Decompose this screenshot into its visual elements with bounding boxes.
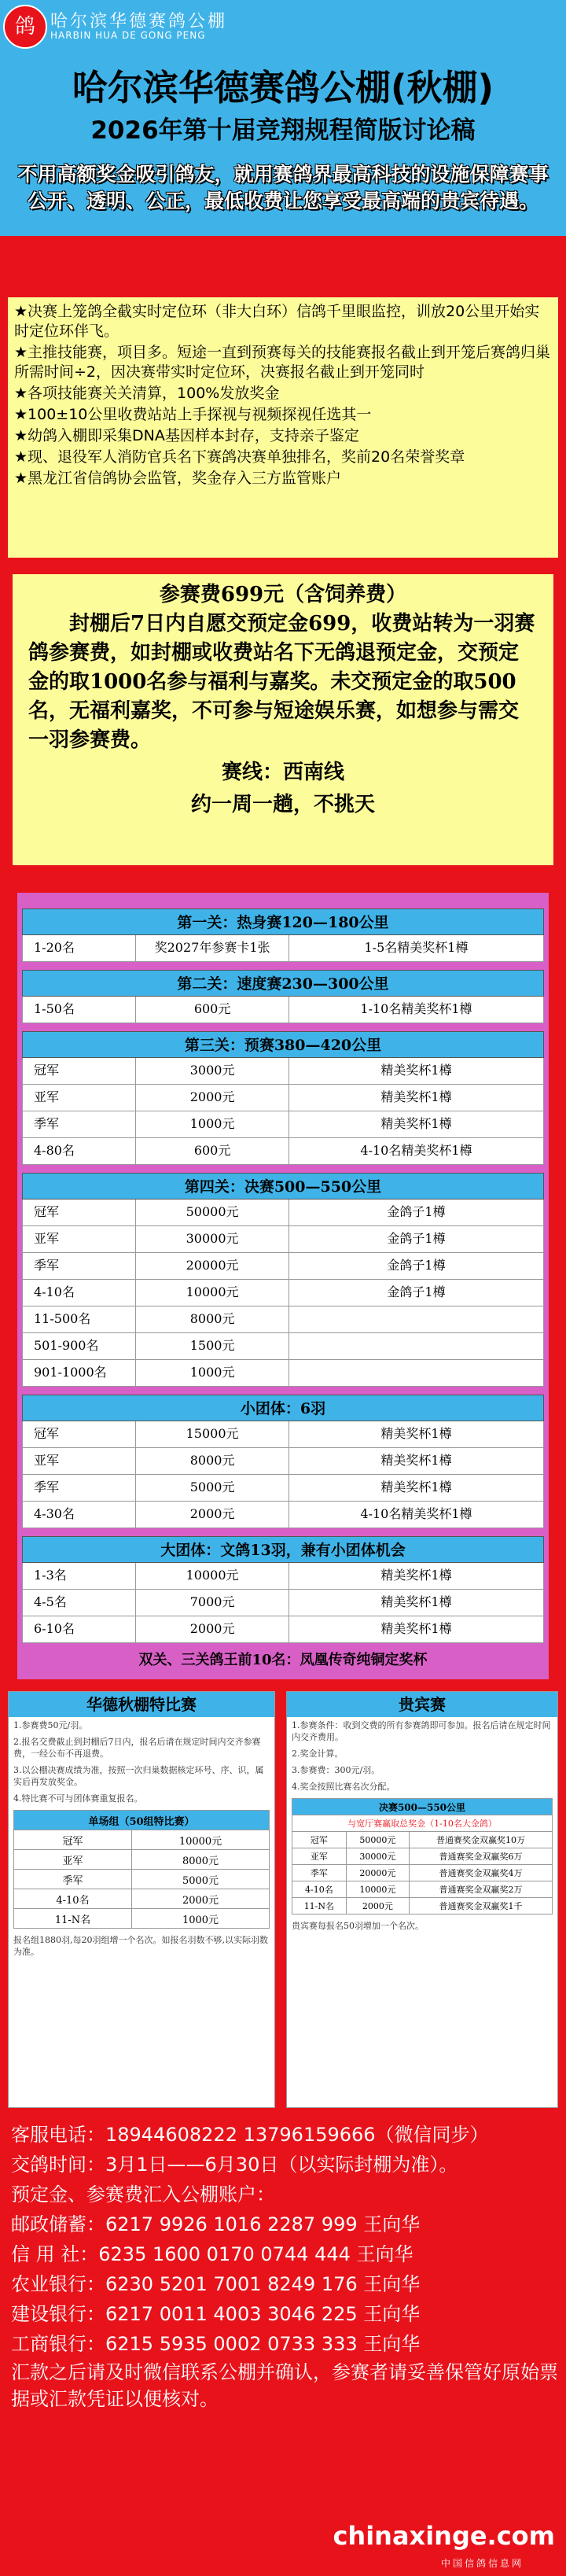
special-race-note: 2.报名交费截止到封棚后7日内，报名后请在规定时间内交齐参赛费，一经公布不再退费。	[13, 1737, 261, 1759]
prize-cell: 7000元	[136, 1590, 289, 1616]
special-race-row	[14, 1889, 270, 1909]
prize-cell: 奖2027年参赛卡1张	[136, 935, 289, 961]
bank-account: 建设银行：6217 0011 4003 3046 225 王向华	[11, 2303, 421, 2325]
special-race-title: 华德秋棚特比赛	[9, 1692, 274, 1717]
prize-cell: 1000元	[136, 1111, 289, 1137]
vip-race-note: 2.奖金计算。	[292, 1749, 344, 1759]
delivery-hours-text: 交鸽时间：3月1日——6月30日（以实际封棚为准）。	[11, 2154, 458, 2176]
prize-cell: 1000元	[136, 1360, 289, 1386]
schedule-section-title: 第四关：决赛500—550公里	[22, 1173, 544, 1200]
rank-cell: 4-10名	[292, 1881, 347, 1898]
rank-cell: 亚军	[292, 1848, 347, 1865]
bank-account: 农业银行：6230 5201 7001 8249 176 王向华	[11, 2273, 421, 2295]
rank-cell: 冠军	[292, 1832, 347, 1848]
special-race-prize-table	[13, 1810, 270, 1929]
rank-cell: 1-50名	[23, 997, 136, 1023]
header-band	[0, 0, 566, 236]
page-subtitle: 2026年第十届竞翔规程简版讨论稿	[90, 116, 476, 145]
fee-heading: 参赛费699元（含饲养费）	[159, 583, 407, 606]
prize-cell: 1000元	[131, 1909, 269, 1929]
vip-race-row	[292, 1832, 553, 1848]
vip-race-row	[292, 1881, 553, 1898]
schedule-row	[22, 1138, 544, 1165]
schedule-row	[22, 1421, 544, 1448]
rules-box	[6, 296, 560, 559]
prize-cell: 5000元	[136, 1475, 289, 1501]
contact-info	[11, 2120, 561, 2412]
special-race-note: 3.以公棚决赛成绩为准，按照一次归巢数据核定环号、序、识，属实后再发放奖金。	[13, 1765, 264, 1787]
rank-cell: 冠军	[23, 1421, 136, 1447]
special-race-row	[14, 1830, 270, 1850]
vip-race-note: 4.奖金按照比赛名次分配。	[292, 1782, 395, 1792]
pigeon-logo-icon: 鸽	[3, 5, 47, 49]
special-race-row	[14, 1870, 270, 1889]
rank-cell: 11-N名	[292, 1898, 347, 1914]
site-watermark: chinaxinge.com	[333, 2521, 555, 2551]
schedule-section-title: 小团体：6羽	[22, 1395, 544, 1421]
trophy-cell	[289, 1333, 543, 1359]
vip-race-row	[292, 1848, 553, 1865]
prize-cell: 10000元	[136, 1280, 289, 1306]
rank-cell: 1-3名	[23, 1563, 136, 1589]
schedule-section-title: 大团体：文鸽13羽，兼有小团体机会	[22, 1536, 544, 1563]
vip-race-row	[292, 1865, 553, 1881]
schedule-row	[22, 1111, 544, 1138]
race-route: 赛线：西南线	[221, 761, 344, 784]
logo-chinese-name: 哈尔滨华德赛鸽公棚	[50, 12, 228, 31]
prize-cell: 5000元	[131, 1870, 269, 1889]
page-title: 哈尔滨华德赛鸽公棚(秋棚)	[72, 67, 494, 109]
rank-cell: 冠军	[23, 1058, 136, 1084]
schedule-row	[22, 1360, 544, 1387]
section-gap	[22, 1528, 544, 1536]
rank-cell: 亚军	[23, 1085, 136, 1111]
trophy-cell: 精美奖杯1樽	[380, 1594, 452, 1609]
schedule-row	[22, 1502, 544, 1528]
fee-paragraph: 封棚后7日内自愿交预定金699，收费站转为一羽赛鸽参赛费，如封棚或收费站名下无鸽退预定金，交预定金的取1000名参与福利与嘉奖。未交预定金的取500名，无福利嘉奖，不可参与短途娱乐赛，如想参与需交一羽参赛费。	[28, 612, 535, 752]
schedule-footer: 双关、三关鸽王前10名：凤凰传奇纯铜定奖杯	[22, 1643, 544, 1678]
rank-cell: 季军	[23, 1111, 136, 1137]
bonus-cell: 普通赛奖金双赢奖2万	[410, 1881, 553, 1898]
trophy-cell: 4-10名精美奖杯1樽	[360, 1143, 472, 1158]
logo-english-name: HARBIN HUA DE GONG PENG	[50, 30, 206, 41]
prize-cell: 30000元	[136, 1226, 289, 1252]
rank-cell: 11-N名	[14, 1909, 132, 1929]
rule-item: ★幼鸽入棚即采集DNA基因样本封存，支持亲子鉴定	[14, 427, 359, 444]
prize-cell: 3000元	[136, 1058, 289, 1084]
rank-cell: 501-900名	[23, 1333, 136, 1359]
special-race-note: 4.特比赛不可与团体赛重复报名。	[13, 1793, 143, 1804]
special-race-bottom-note: 报名组1880羽,每20羽组增一个名次。如报名羽数不够,以实际羽数为准。	[13, 1935, 268, 1957]
race-cycle: 约一周一趟，不挑天	[190, 793, 375, 816]
schedule-row	[22, 1563, 544, 1590]
prize-cell: 15000元	[136, 1421, 289, 1447]
prize-cell: 2000元	[136, 1616, 289, 1642]
schedule-row	[22, 1253, 544, 1280]
account-intro-text: 预定金、参赛费汇入公棚账户：	[11, 2184, 275, 2206]
prize-cell: 8000元	[136, 1306, 289, 1332]
vip-race-table-title: 决赛500—550公里	[292, 1799, 553, 1815]
rank-cell: 亚军	[14, 1850, 132, 1870]
schedule-row	[22, 1590, 544, 1616]
trophy-cell: 精美奖杯1樽	[380, 1089, 452, 1104]
trophy-cell: 精美奖杯1樽	[380, 1116, 452, 1131]
schedule-table	[22, 908, 544, 1678]
schedule-row	[22, 1226, 544, 1253]
schedule-row	[22, 1333, 544, 1360]
rank-cell: 亚军	[23, 1448, 136, 1474]
prize-cell: 20000元	[346, 1865, 409, 1881]
trophy-cell: 精美奖杯1樽	[380, 1453, 452, 1468]
schedule-row	[22, 1058, 544, 1085]
schedule-row	[22, 1616, 544, 1643]
rank-cell: 季军	[14, 1870, 132, 1889]
vip-race-sub-title: 与宽厅赛赢取总奖金（1-10名大金鸽）	[292, 1815, 553, 1832]
prize-cell: 8000元	[136, 1448, 289, 1474]
fee-box	[13, 574, 553, 865]
site-watermark-subtitle: 中国信鸽信息网	[440, 2558, 524, 2569]
section-gap	[22, 1023, 544, 1031]
rank-cell: 4-30名	[23, 1502, 136, 1528]
schedule-row	[22, 997, 544, 1023]
rank-cell: 亚军	[23, 1226, 136, 1252]
trophy-cell: 精美奖杯1樽	[380, 1621, 452, 1636]
rank-cell: 季军	[23, 1253, 136, 1279]
intro-text: 不用高额奖金吸引鸽友，就用赛鸽界最高科技的设施保障赛事公开、透明、公正，最低收费让您享受最高端的贵宾待遇。	[17, 163, 549, 212]
rank-cell: 901-1000名	[23, 1360, 136, 1386]
rank-cell: 季军	[23, 1475, 136, 1501]
trophy-cell: 金鸽子1樽	[387, 1258, 446, 1273]
special-race-note: 1.参赛费50元/羽。	[13, 1720, 88, 1730]
prize-cell: 2000元	[136, 1502, 289, 1528]
trophy-cell: 金鸽子1樽	[387, 1204, 446, 1219]
schedule-row	[22, 1085, 544, 1111]
trophy-cell	[289, 1360, 543, 1386]
trophy-cell: 精美奖杯1樽	[380, 1426, 452, 1441]
schedule-section-title: 第一关：热身赛120—180公里	[22, 908, 544, 935]
section-gap	[22, 1387, 544, 1395]
trophy-cell: 精美奖杯1樽	[380, 1480, 452, 1494]
rank-cell: 冠军	[23, 1200, 136, 1225]
trophy-cell	[289, 1306, 543, 1332]
schedule-row	[22, 935, 544, 962]
vip-race-bottom-note: 贵宾赛每报名50羽增加一个名次。	[292, 1921, 424, 1931]
trophy-cell: 1-10名精美奖杯1樽	[360, 1001, 472, 1016]
special-race-row	[14, 1850, 270, 1870]
rule-item: ★黑龙江省信鸽协会监管，奖金存入三方监管账户	[14, 470, 342, 487]
prize-cell: 600元	[136, 997, 289, 1023]
trophy-cell: 金鸽子1樽	[387, 1231, 446, 1246]
prize-cell: 10000元	[136, 1563, 289, 1589]
hotline-text: 客服电话：18944608222 13796159666（微信同步）	[11, 2124, 489, 2146]
schedule-section-title: 第二关：速度赛230—300公里	[22, 970, 544, 997]
vip-race-row	[292, 1898, 553, 1914]
vip-race-note: 3.参赛费：300元/羽。	[292, 1765, 380, 1775]
prize-cell: 2000元	[131, 1889, 269, 1909]
trophy-cell: 金鸽子1樽	[387, 1284, 446, 1299]
prize-cell: 30000元	[346, 1848, 409, 1865]
prize-cell: 600元	[136, 1138, 289, 1164]
prize-cell: 1500元	[136, 1333, 289, 1359]
prize-cell: 8000元	[131, 1850, 269, 1870]
schedule-row	[22, 1280, 544, 1306]
rule-item: ★100±10公里收费站站上手探视与视频探视任选其一	[14, 406, 372, 423]
vip-race-title: 贵宾赛	[287, 1692, 557, 1717]
special-race-table-title: 单场组（50组特比赛）	[14, 1811, 270, 1830]
rank-cell: 1-20名	[23, 935, 136, 961]
bonus-cell: 普通赛奖金双赢奖1千	[410, 1898, 553, 1914]
trophy-cell: 4-10名精美奖杯1樽	[360, 1506, 472, 1521]
schedule-section-title: 第三关：预赛380—420公里	[22, 1031, 544, 1058]
rule-item: ★现、退役军人消防官兵名下赛鸽决赛单独排名，奖前20名荣誉奖章	[14, 448, 465, 466]
bank-account: 信 用 社：6235 1600 0170 0744 444 王向华	[11, 2243, 413, 2265]
rank-cell: 4-80名	[23, 1138, 136, 1164]
rule-item: ★各项技能赛关关清算，100%发放奖金	[14, 385, 280, 402]
rank-cell: 4-10名	[23, 1280, 136, 1306]
schedule-row	[22, 1448, 544, 1475]
vip-race-prize-table	[292, 1798, 553, 1914]
section-gap	[22, 1165, 544, 1173]
rule-item: ★主推技能赛，项目多。短途一直到预赛每关的技能赛报名截止到开笼后赛鸽归巢所需时间÷2，因决赛带实时定位环，决赛报名截止到开笼同时	[14, 344, 551, 381]
prize-cell: 2000元	[136, 1085, 289, 1111]
rank-cell: 冠军	[14, 1830, 132, 1850]
rank-cell: 4-5名	[23, 1590, 136, 1616]
special-race-panel	[8, 1691, 275, 2108]
bonus-cell: 普通赛奖金双赢奖4万	[410, 1865, 553, 1881]
prize-cell: 20000元	[136, 1253, 289, 1279]
trophy-cell: 精美奖杯1樽	[380, 1568, 452, 1583]
closing-note: 汇款之后请及时微信联系公棚并确认，参赛者请妥善保管好原始票据或汇款凭证以便核对。	[11, 2361, 558, 2410]
vip-race-panel	[286, 1691, 558, 2108]
special-race-row	[14, 1909, 270, 1929]
vip-race-note: 1.参赛条件：收到交费的所有参赛鸽即可参加。报名后请在规定时间内交齐费用。	[292, 1720, 551, 1742]
rank-cell: 4-10名	[14, 1889, 132, 1909]
rank-cell: 11-500名	[23, 1306, 136, 1332]
schedule-row	[22, 1306, 544, 1333]
prize-cell: 10000元	[131, 1830, 269, 1850]
rule-item: ★决赛上笼鸽全截实时定位环（非大白环）信鸽千里眼监控，训放20公里开始实时定位环伴飞。	[14, 303, 540, 340]
schedule-row	[22, 1200, 544, 1226]
prize-cell: 50000元	[136, 1200, 289, 1225]
bank-account: 工商银行：6215 5935 0002 0733 333 王向华	[11, 2333, 421, 2355]
prize-cell: 10000元	[346, 1881, 409, 1898]
prize-cell: 50000元	[346, 1832, 409, 1848]
trophy-cell: 精美奖杯1樽	[380, 1063, 452, 1078]
bank-account: 邮政储蓄：6217 9926 1016 2287 999 王向华	[11, 2213, 421, 2235]
rank-cell: 季军	[292, 1865, 347, 1881]
bonus-cell: 普通赛奖金双赢奖6万	[410, 1848, 553, 1865]
bonus-cell: 普通赛奖金双赢奖10万	[410, 1832, 553, 1848]
prize-cell: 2000元	[346, 1898, 409, 1914]
schedule-row	[22, 1475, 544, 1502]
rank-cell: 6-10名	[23, 1616, 136, 1642]
section-gap	[22, 962, 544, 970]
trophy-cell: 1-5名精美奖杯1樽	[364, 940, 469, 955]
